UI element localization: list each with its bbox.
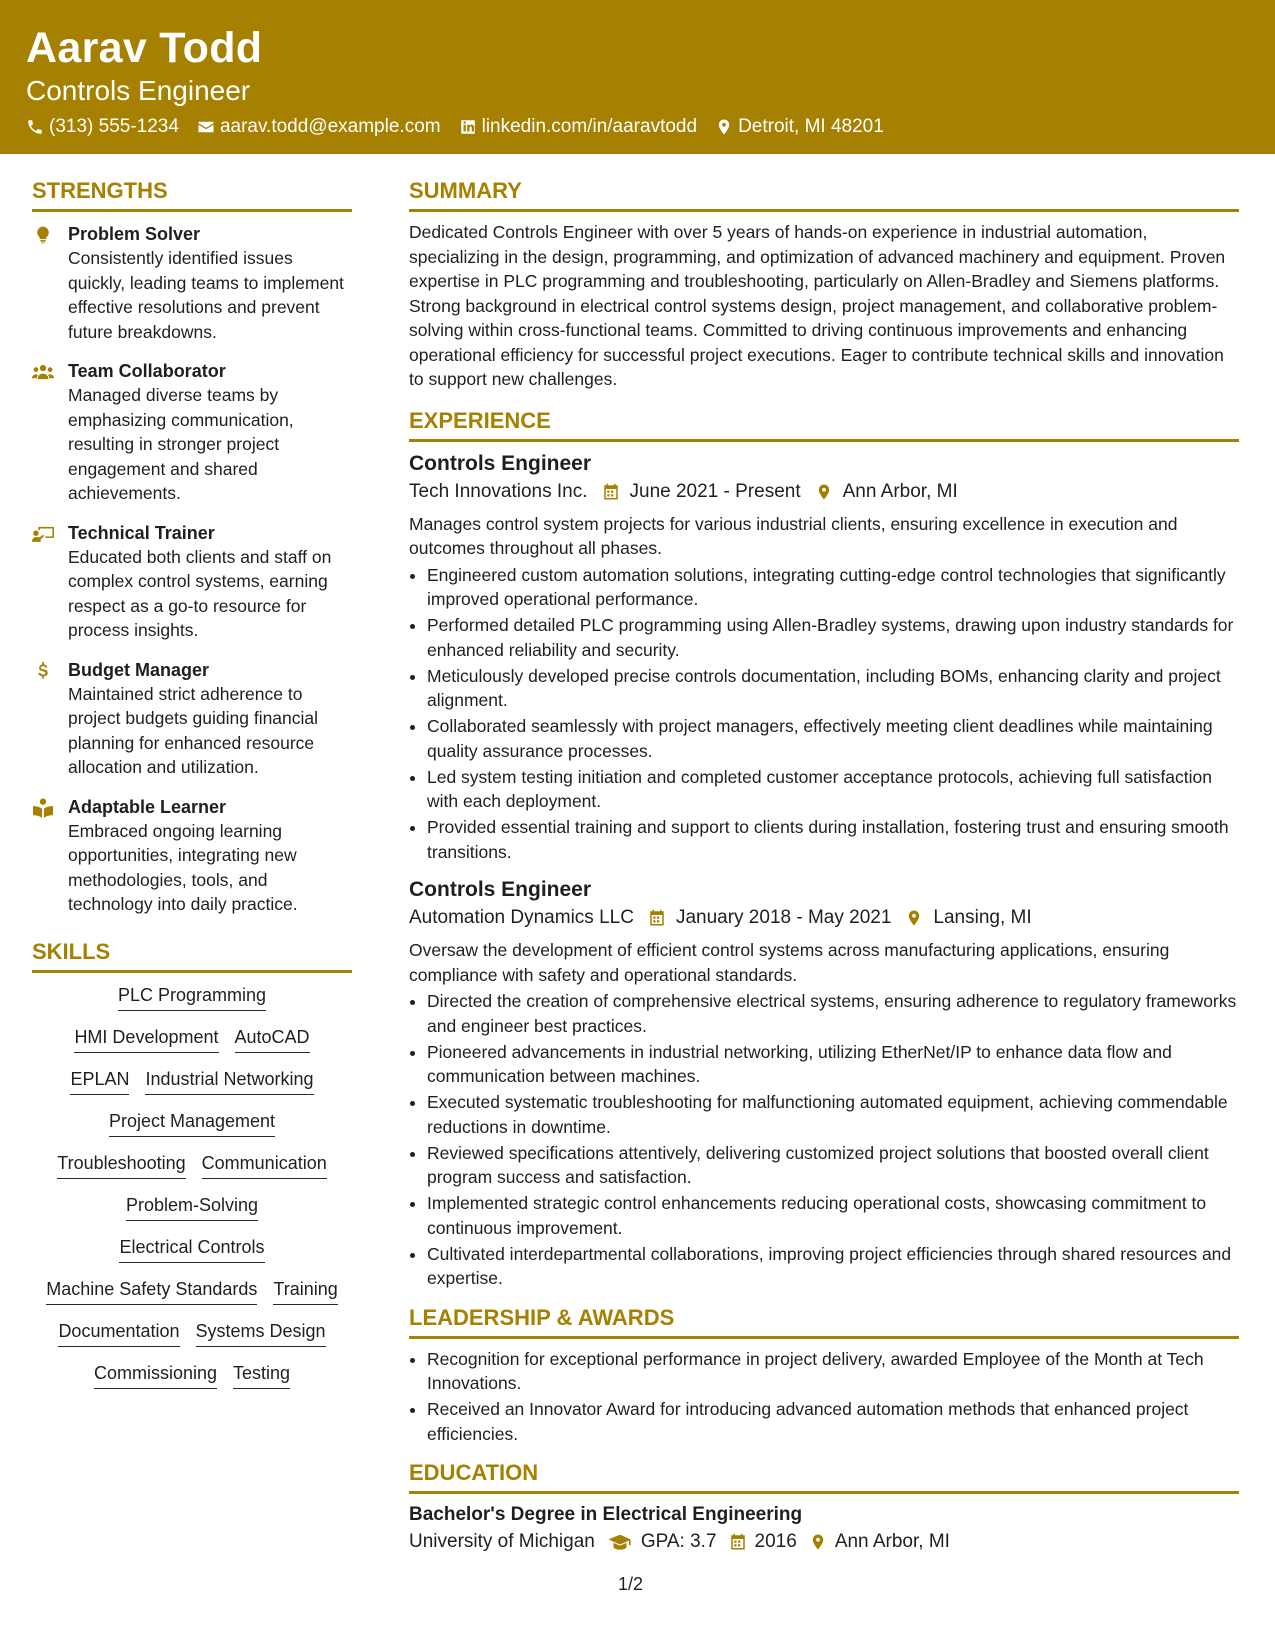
skills-list	[32, 983, 352, 1403]
skill-tag: Electrical Controls	[119, 1235, 264, 1263]
bullet-item: • Collaborated seamlessly with project managers, effectively meeting client deadlines while maintaining quality assurance processes.	[427, 714, 1239, 763]
phone-text: (313) 555-1234	[49, 116, 179, 137]
skill-tag: Systems Design	[196, 1319, 326, 1347]
right-column	[409, 176, 1239, 1556]
strength-item	[32, 521, 352, 643]
map-marker-icon	[809, 1533, 827, 1551]
graduation-cap-icon	[607, 1533, 633, 1551]
skill-tag: Testing	[233, 1361, 290, 1389]
skill-tag: Troubleshooting	[57, 1151, 185, 1179]
strength-item	[32, 359, 352, 506]
skills-heading: SKILLS	[32, 937, 352, 973]
skill-tag: Communication	[202, 1151, 327, 1179]
award-item: • Received an Innovator Award for introducing advanced automation methods that enhanced project efficiencies.	[427, 1397, 1239, 1446]
map-marker-icon	[905, 909, 923, 927]
calendar-icon	[729, 1533, 747, 1551]
job-bullets	[409, 989, 1239, 1291]
education-location: Ann Arbor, MI	[834, 1531, 950, 1552]
job-title: Controls Engineer	[409, 878, 592, 901]
skill-tag: Commissioning	[94, 1361, 217, 1389]
strength-title: Adaptable Learner	[68, 796, 227, 817]
bullet-item: • Led system testing initiation and completed customer acceptance protocols, achieving full satisfaction with each deployment.	[427, 765, 1239, 814]
job-description: Manages control system projects for various industrial clients, ensuring excellence in execution and outcomes throughout all phases.	[409, 513, 1178, 558]
bullet-item: • Cultivated interdepartmental collaborations, improving project efficiencies through shared resources and expertise.	[427, 1242, 1239, 1291]
education-degree: Bachelor's Degree in Electrical Engineering	[409, 1504, 803, 1525]
experience-heading: EXPERIENCE	[409, 406, 1239, 442]
calendar-icon	[648, 909, 666, 927]
linkedin-text: linkedin.com/in/aaravtodd	[481, 116, 698, 137]
job-bullets	[409, 563, 1239, 865]
bullet-item: • Directed the creation of comprehensive electrical systems, ensuring adherence to regulatory frameworks and engineer best practices.	[427, 989, 1239, 1038]
skill-tag: Documentation	[58, 1319, 179, 1347]
job-dates: June 2021 - Present	[629, 480, 801, 502]
job-location: Ann Arbor, MI	[842, 480, 958, 502]
strength-item	[32, 658, 352, 780]
strength-item	[32, 222, 352, 344]
strength-desc: Educated both clients and staff on complex control systems, earning respect as a go-to resource for process insights.	[68, 546, 332, 640]
job-description: Oversaw the development of efficient control systems across manufacturing applications, ensuring compliance with safety and operational standards.	[409, 940, 1170, 985]
strength-title: Budget Manager	[68, 659, 210, 680]
bullet-item: • Provided essential training and support to clients during installation, fostering trust and ensuring smooth transitions.	[427, 815, 1239, 864]
job-dates: January 2018 - May 2021	[675, 907, 892, 928]
education-school: University of Michigan	[409, 1531, 595, 1552]
left-column	[32, 176, 352, 1403]
award-item: • Recognition for exceptional performance in project delivery, awarded Employee of the Month at Tech Innovations.	[427, 1347, 1239, 1396]
education-meta	[409, 1528, 1239, 1556]
skill-tag: EPLAN	[70, 1067, 129, 1095]
job-company: Automation Dynamics LLC	[409, 907, 634, 928]
calendar-icon	[602, 483, 620, 501]
envelope-icon	[197, 118, 215, 136]
contact-phone[interactable]	[26, 114, 179, 140]
strength-item	[32, 795, 352, 917]
skill-tag: Industrial Networking	[145, 1067, 313, 1095]
skill-tag: AutoCAD	[235, 1025, 310, 1053]
skill-tag: HMI Development	[74, 1025, 218, 1053]
strengths-list	[32, 222, 352, 917]
linkedin-icon	[459, 118, 477, 136]
contact-location	[715, 114, 884, 140]
skill-tag: Problem-Solving	[126, 1193, 258, 1221]
strength-title: Problem Solver	[68, 224, 201, 244]
experience-entry	[409, 450, 1239, 865]
strength-desc: Managed diverse teams by emphasizing communication, resulting in stronger project engagement and shared achievements.	[68, 385, 294, 503]
bullet-item: • Implemented strategic control enhancements reducing operational costs, showcasing commitment to continuous improvement.	[427, 1191, 1239, 1240]
job-meta	[409, 904, 1239, 932]
strength-desc: Consistently identified issues quickly, leading teams to implement effective resolutions and prevent future breakdowns.	[68, 248, 344, 342]
education-gpa: GPA: 3.7	[640, 1531, 717, 1552]
strength-title: Technical Trainer	[68, 522, 215, 543]
bullet-item: • Engineered custom automation solutions, integrating cutting-edge control technologies that significantly improved operational performance.	[427, 563, 1239, 612]
location-text: Detroit, MI 48201	[738, 116, 884, 137]
job-title: Controls Engineer	[409, 451, 592, 475]
skill-tag: Machine Safety Standards	[46, 1277, 257, 1305]
skill-tag: Project Management	[109, 1109, 275, 1137]
bullet-item: • Executed systematic troubleshooting for malfunctioning automated equipment, achieving commendable reductions in downtime.	[427, 1090, 1239, 1139]
summary-text: Dedicated Controls Engineer with over 5 years of hands-on experience in industrial automation, specializing in the design, programming, and optimization of advanced machinery and equipment. Proven expertise in PLC programming and troubleshooting, particularly on Allen-Bradley and Siemens platforms. Strong background in electrical control systems design, project management, and collaborative problem-solving within cross-functional teams. Committed to driving continuous improvements and enhancing operational efficiency for successful project executions. Eager to contribute technical skills and innovation to support new challenges.	[409, 222, 1226, 389]
contact-bar	[26, 114, 902, 140]
lightbulb-icon	[32, 225, 54, 245]
contact-email[interactable]	[197, 114, 441, 140]
dollar-icon	[32, 661, 54, 681]
map-marker-icon	[715, 118, 733, 136]
users-icon	[32, 362, 54, 382]
book-reader-icon	[32, 798, 54, 818]
bullet-item: • Performed detailed PLC programming using Allen-Bradley systems, drawing upon industry standards for enhanced reliability and security.	[427, 613, 1239, 662]
job-meta	[409, 478, 1239, 506]
bullet-item: • Meticulously developed precise controls documentation, including BOMs, enhancing clarity and project alignment.	[427, 664, 1239, 713]
strength-title: Team Collaborator	[68, 361, 226, 381]
education-heading: EDUCATION	[409, 1458, 1239, 1494]
awards-list	[409, 1347, 1239, 1447]
email-text: aarav.todd@example.com	[219, 116, 441, 137]
skill-tag: Training	[273, 1277, 337, 1305]
candidate-role: Controls Engineer	[26, 75, 251, 106]
page-number: 1/2	[618, 1574, 644, 1594]
phone-icon	[26, 118, 44, 136]
bullet-item: • Reviewed specifications attentively, delivering customized project solutions that boosted overall client program success and satisfaction.	[427, 1141, 1239, 1190]
strengths-heading: STRENGTHS	[32, 176, 352, 212]
experience-entry	[409, 876, 1239, 1291]
map-marker-icon	[815, 483, 833, 501]
strength-desc: Embraced ongoing learning opportunities, integrating new methodologies, tools, and technology into daily practice.	[68, 820, 298, 914]
candidate-name: Aarav Todd	[26, 24, 263, 72]
job-location: Lansing, MI	[933, 907, 1032, 928]
education-year: 2016	[754, 1531, 797, 1552]
skill-tag: PLC Programming	[118, 983, 266, 1011]
contact-linkedin[interactable]	[459, 114, 697, 140]
bullet-item: • Pioneered advancements in industrial networking, utilizing EtherNet/IP to enhance data flow and communication between machines.	[427, 1040, 1239, 1089]
resume-header	[0, 0, 1275, 154]
awards-heading: LEADERSHIP & AWARDS	[409, 1303, 1239, 1339]
job-company: Tech Innovations Inc.	[409, 480, 588, 502]
chalkboard-teacher-icon	[32, 524, 54, 544]
strength-desc: Maintained strict adherence to project budgets guiding financial planning for enhanced resource allocation and utilization.	[68, 683, 319, 777]
summary-heading: SUMMARY	[409, 176, 1239, 212]
